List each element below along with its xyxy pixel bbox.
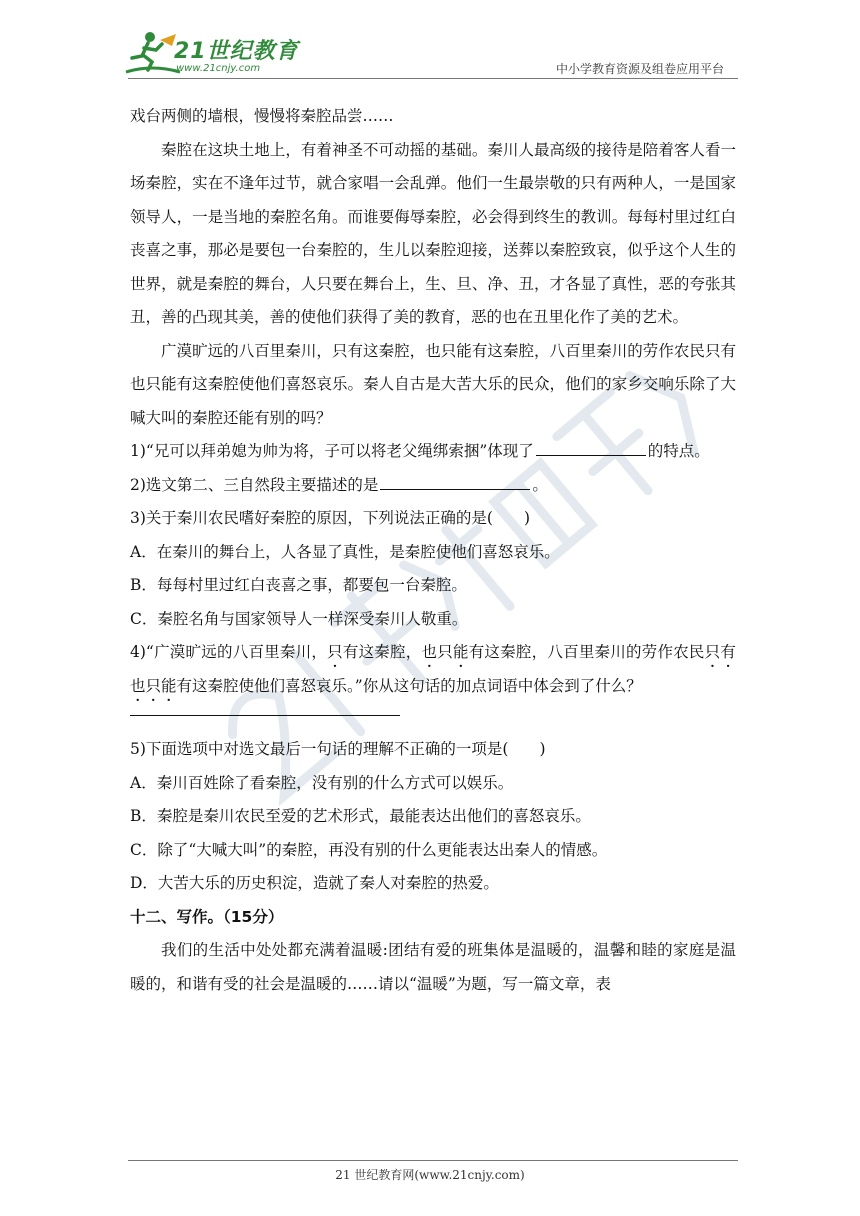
question-text: 有这秦腔，八百里秦川的劳作农民	[468, 643, 705, 661]
header-divider	[128, 78, 738, 79]
dotted-char: 也	[130, 676, 146, 695]
question-text: 4)“广漠旷远的八百里秦川，	[130, 643, 328, 661]
passage-paragraph: 广漠旷远的八百里秦川，只有这秦腔，也只能有这秦腔，八百里秦川的劳作农民只有也只能有这秦腔使他们喜怒哀乐。秦人自古是大苦大乐的民众，他们的家乡交响乐除了大喊大叫的秦腔还能有别的吗？	[130, 341, 736, 427]
logo-url: www.21cnjy.com	[176, 63, 261, 74]
option-item[interactable]: A．在秦川的舞台上，人各显了真性，是秦腔使他们喜怒哀乐。	[130, 542, 560, 561]
question-1	[130, 435, 736, 469]
page-footer[interactable]: 21 世纪教育网(www.21cnjy.com)	[335, 1168, 525, 1182]
footer-divider	[128, 1160, 738, 1161]
header-tagline: 中小学教育资源及组卷应用平台	[555, 62, 724, 76]
question-4	[130, 636, 736, 703]
page-content	[130, 100, 736, 1001]
option-item[interactable]: D．大苦大乐的历史积淀，造就了秦人对秦腔的热爱。	[130, 874, 499, 892]
answer-line[interactable]	[130, 703, 736, 733]
question-text: 的特点。	[647, 442, 710, 460]
dotted-char: 能	[161, 676, 177, 695]
option-item[interactable]: A．秦川百姓除了看秦腔，没有别的什么方式可以娱乐。	[130, 773, 514, 792]
writing-prompt: 我们的生活中处处都充满着温暖:团结有爱的班集体是温暖的，温馨和睦的家庭是温暖的，和谐有受的社会是温暖的……请以“温暖”为题，写一篇文章，表	[130, 941, 736, 993]
dotted-char: 只	[327, 643, 343, 661]
dotted-char: 只	[145, 676, 162, 695]
page-header	[0, 0, 860, 82]
question-text: 有这秦腔，	[342, 643, 422, 661]
answer-blank[interactable]	[380, 471, 530, 490]
question-2	[130, 469, 736, 503]
question-text: 2)选文第二、三自然段主要描述的是	[130, 475, 379, 494]
answer-blank[interactable]	[536, 437, 646, 456]
question-text: 有这秦腔使他们喜怒哀乐。”你从这句话的加点词语中体会到了什么？	[176, 676, 642, 695]
dotted-char: 也	[421, 643, 438, 661]
question-3: 3)关于秦川农民嗜好秦腔的原因，下列说法正确的是( )	[130, 509, 531, 527]
section-heading: 十二、写作。（15分）	[130, 907, 284, 926]
logo-text: 21世纪教育	[174, 39, 299, 64]
option-item[interactable]: C．秦腔名角与国家领导人一样深受秦川人敬重。	[130, 609, 468, 628]
dotted-char: 有	[720, 643, 736, 661]
passage-paragraph: 秦腔在这块土地上，有着神圣不可动摇的基础。秦川人最高级的接待是陪着客人看一场秦腔，实在不逢年过节，就合家唱一会乱弹。他们一生最崇敬的只有两种人，一是国家领导人，一是当地的秦腔名角。而谁要侮辱秦腔，必会得到终生的教训。每每村里过红白丧喜之事，那必是要包一台秦腔的，生儿以秦腔迎接，送葬以秦腔致哀，似乎这个人生的世界，就是秦腔的舞台，人只要在舞台上，生、旦、净、丑，才各显了真性，恶的夸张其丑，善的凸现其美，善的使他们获得了美的教育，恶的也在丑里化作了美的艺术。	[130, 140, 736, 326]
passage-paragraph: 戏台两侧的墙根，慢慢将秦腔品尝……	[130, 107, 394, 125]
question-text: 只	[437, 643, 453, 661]
question-5: 5)下面选项中对选文最后一句话的理解不正确的一项是( )	[130, 740, 546, 758]
dotted-char: 能	[452, 643, 469, 661]
question-text: 。	[532, 475, 548, 494]
question-text: 1)“兄可以拜弟媳为帅为将，子可以将老父绳绑索捆”体现了	[130, 442, 534, 460]
option-item[interactable]: B．每每村里过红白丧喜之事，都要包一台秦腔。	[130, 576, 467, 594]
option-item[interactable]: B．秦腔是秦川农民至爱的艺术形式，最能表达出他们的喜怒哀乐。	[130, 807, 591, 825]
runner-icon	[122, 28, 182, 80]
option-item[interactable]: C．除了“大喊大叫”的秦腔，再没有别的什么更能表达出秦人的情感。	[130, 840, 608, 859]
dotted-char: 只	[704, 643, 721, 661]
site-logo[interactable]	[122, 28, 299, 80]
